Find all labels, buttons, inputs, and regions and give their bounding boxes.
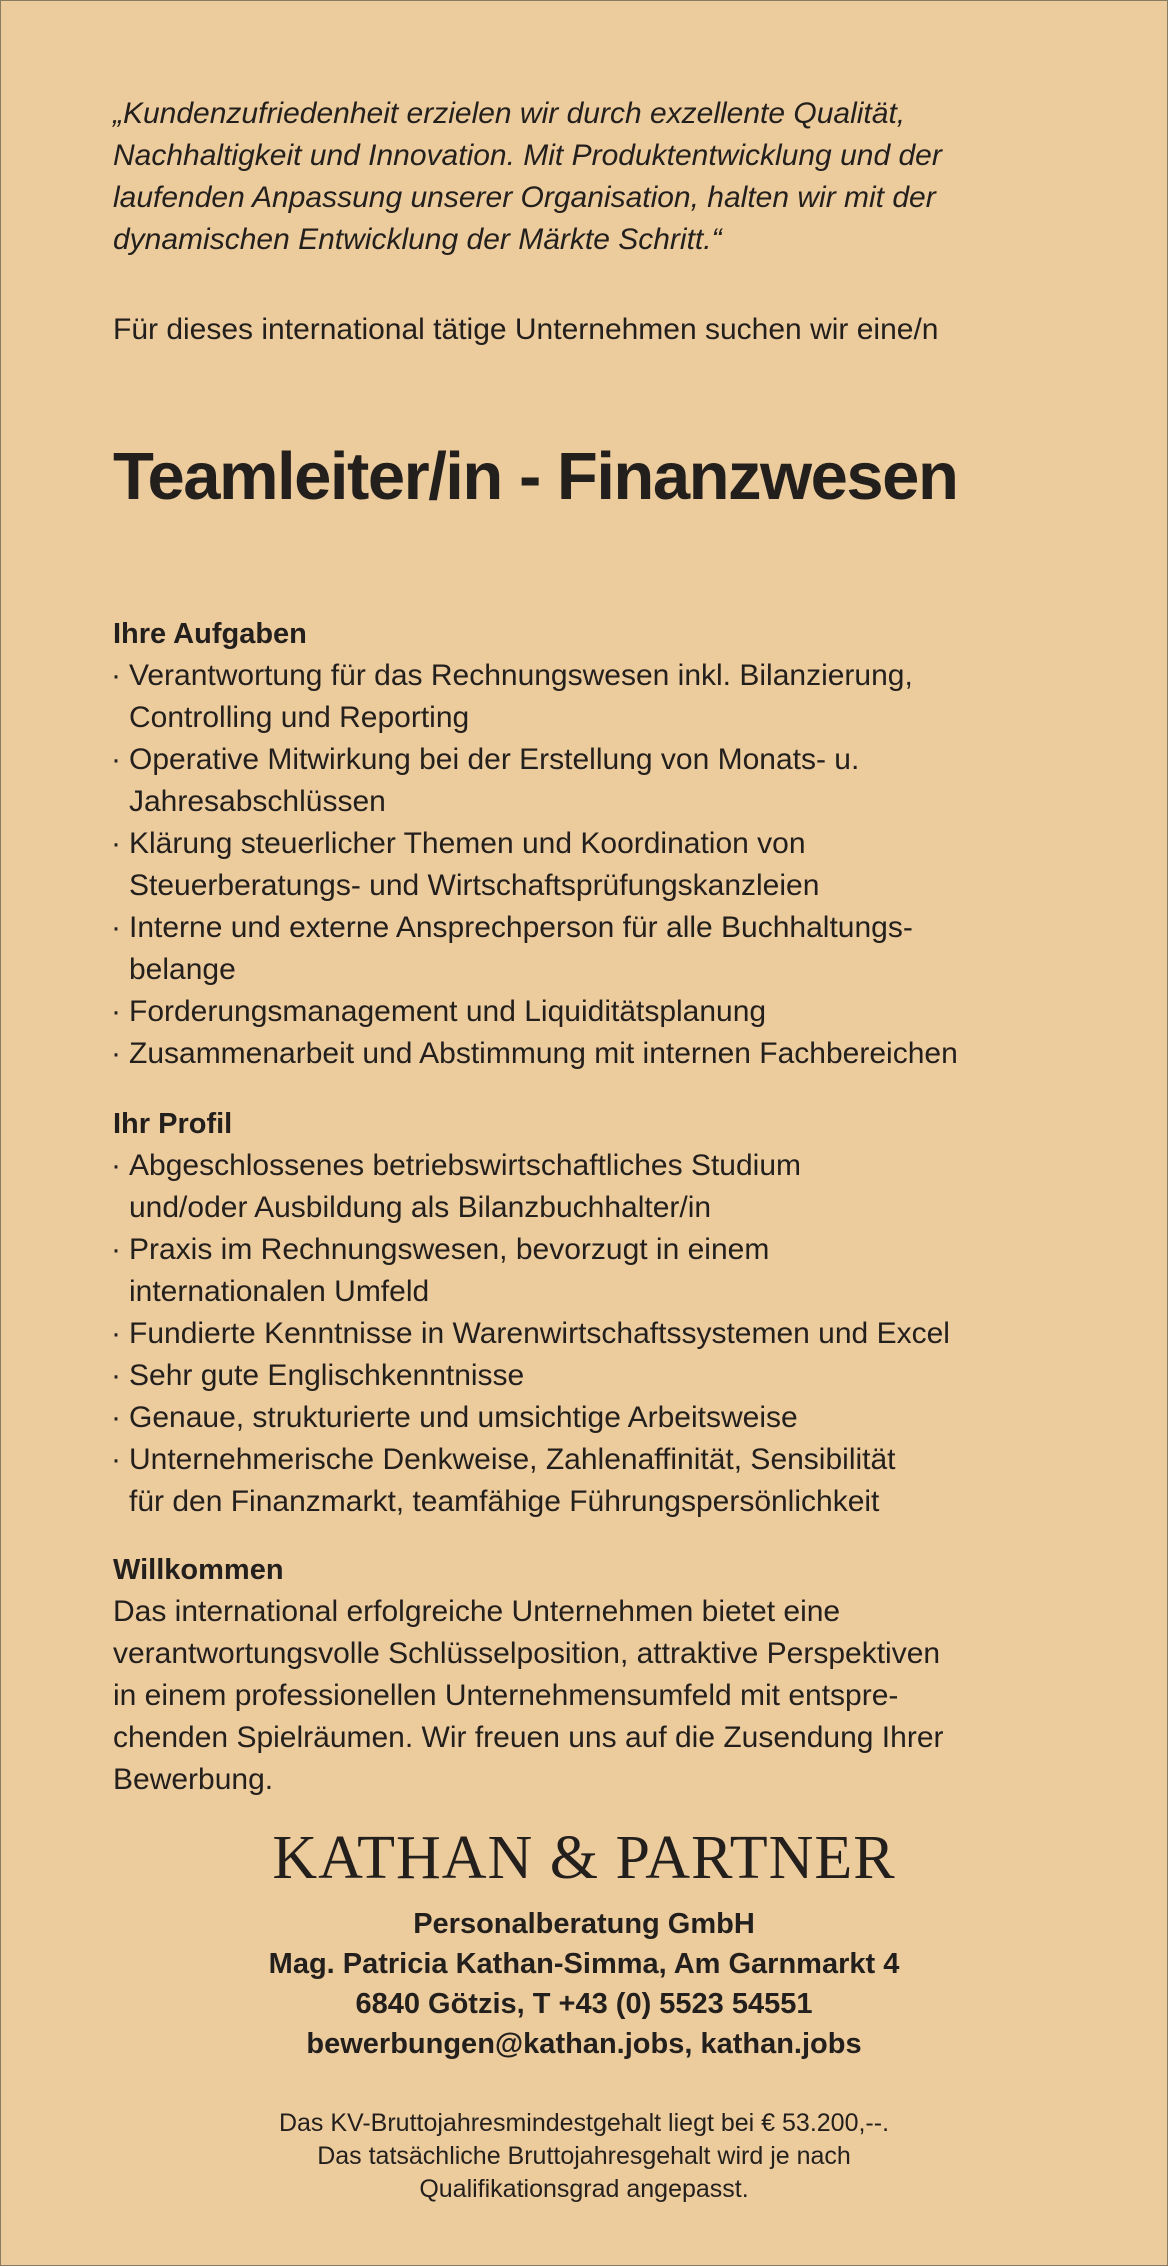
salary-note xyxy=(1,2107,1167,2206)
list-item: · Operative Mitwirkung bei der Erstellung von Monats- u. Jahresabschlüssen xyxy=(113,739,1093,823)
contact-links[interactable]: bewerbungen@kathan.jobs, kathan.jobs xyxy=(306,2028,862,2060)
list-item: · Genaue, strukturierte und umsichtige Arbeitsweise xyxy=(113,1397,1093,1439)
list-item: · Verantwortung für das Rechnungswesen inkl. Bilanzierung, Controlling und Reporting xyxy=(113,655,1093,739)
company-quote: „Kundenzufriedenheit erzielen wir durch exzellente Qualität, Nachhaltigkeit und Innovation. Mit Produktentwicklung und der laufenden Anpassung unserer Organisation, halten wir mit der dynamischen Entwicklung der Märkte Schritt.“ xyxy=(113,97,942,256)
ad-content xyxy=(113,93,1093,1801)
list-item: · Praxis im Rechnungswesen, bevorzugt in einem internationalen Umfeld xyxy=(113,1229,1093,1313)
contact-phone: 6840 Götzis, T +43 (0) 5523 54551 xyxy=(355,1988,813,2020)
profil-list xyxy=(113,1145,1093,1523)
list-item: · Klärung steuerlicher Themen und Koordination von Steuerberatungs- und Wirtschaftsprüfungskanzleien xyxy=(113,823,1093,907)
salary-line-1: Das KV-Bruttojahresmindestgehalt liegt bei € 53.200,--. xyxy=(278,2109,890,2137)
job-title: Teamleiter/in - Finanzwesen xyxy=(113,439,958,514)
aufgaben-heading: Ihre Aufgaben xyxy=(113,618,307,650)
contact-address: Mag. Patricia Kathan-Simma, Am Garnmarkt 4 xyxy=(268,1948,900,1980)
willkommen-heading: Willkommen xyxy=(113,1554,284,1586)
list-item: · Zusammenarbeit und Abstimmung mit internen Fachbereichen xyxy=(113,1033,1093,1075)
company-logo: KATHAN & PARTNER xyxy=(272,1824,896,1892)
list-item: · Fundierte Kenntnisse in Warenwirtschaftssystemen und Excel xyxy=(113,1313,1093,1355)
list-item: · Abgeschlossenes betriebswirtschaftliches Studium und/oder Ausbildung als Bilanzbuchhalter/in xyxy=(113,1145,1093,1229)
salary-line-2: Das tatsächliche Bruttojahresgehalt wird je nach xyxy=(317,2142,851,2170)
list-item: · Sehr gute Englischkenntnisse xyxy=(113,1355,1093,1397)
contact-company: Personalberatung GmbH xyxy=(413,1908,755,1940)
intro-text: Für dieses international tätige Unternehmen suchen wir eine/n xyxy=(113,313,939,346)
willkommen-text: Das international erfolgreiche Unternehmen bietet eine verantwortungsvolle Schlüsselposition, attraktive Perspektiven in einem professionellen Unternehmensumfeld mit entspre- chenden Spielräumen. Wir freuen uns auf die Zusendung Ihrer Bewerbung. xyxy=(113,1595,944,1796)
list-item: · Unternehmerische Denkweise, Zahlenaffinität, Sensibilität für den Finanzmarkt, teamfähige Führungspersönlichkeit xyxy=(113,1439,1093,1523)
aufgaben-list xyxy=(113,655,1093,1075)
list-item: · Interne und externe Ansprechperson für alle Buchhaltungs- belange xyxy=(113,907,1093,991)
contact-block xyxy=(1,1904,1167,2064)
salary-line-3: Qualifikationsgrad angepasst. xyxy=(419,2175,749,2203)
profil-heading: Ihr Profil xyxy=(113,1108,233,1140)
list-item: · Forderungsmanagement und Liquiditätsplanung xyxy=(113,991,1093,1033)
